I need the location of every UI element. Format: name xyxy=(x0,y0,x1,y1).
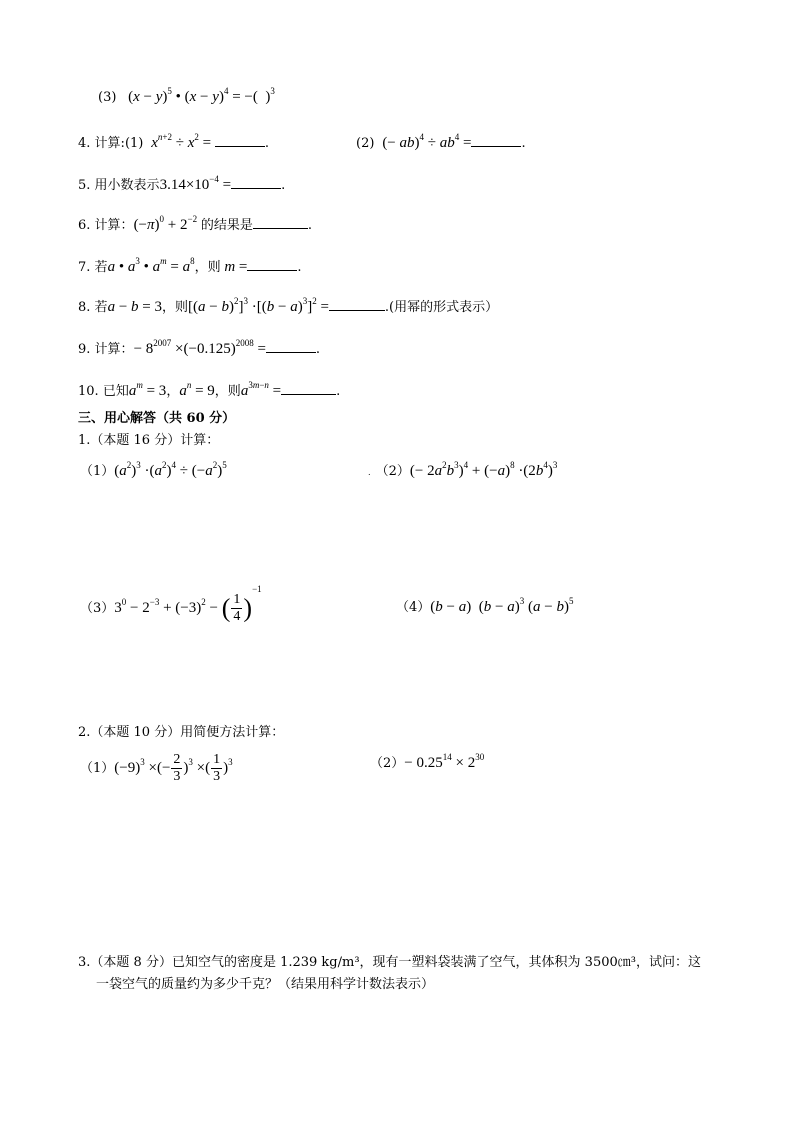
math-expression: $x^{n+2} \div x^2$ = xyxy=(151,132,215,151)
question-text: 计算: xyxy=(94,136,125,151)
subquestion-label: （4） xyxy=(396,600,431,615)
question-number: 7. xyxy=(78,260,91,275)
question-6: 6. 计算：$(-\pi)^0 + 2^{-2}$ 的结果是 . xyxy=(78,214,312,233)
answer-blank[interactable] xyxy=(329,296,385,311)
question-text-tail: .(用幂的形式表示） xyxy=(384,300,499,315)
question-text: ，则 xyxy=(214,384,241,399)
subquestion-label: (1) xyxy=(124,136,144,151)
problem-1-title: 1.（本题 16 分）计算： xyxy=(78,433,220,448)
math-expression: $3^0 - 2^{-3} + (-3)^2$ − ( $\frac{1}{4}$ )$^{-1}$ xyxy=(114,583,262,624)
subquestion-label: （3） xyxy=(80,600,115,616)
fraction: $\frac{2}{3}$ xyxy=(173,752,181,784)
question-text: 已知 xyxy=(102,384,129,399)
math-expression: $3.14\times 10^{-4}$ = xyxy=(159,174,232,193)
question-number: 9. xyxy=(78,342,91,357)
subquestion-label: （2） xyxy=(370,756,405,771)
math-expression: $a^m = 3$ xyxy=(128,380,167,399)
math-expression: $[(a - b)^2]^3 \cdot[(b - a)^3]^2$ = xyxy=(188,296,329,315)
answer-blank[interactable] xyxy=(231,174,281,189)
fraction: $\frac{1}{3}$ xyxy=(213,752,221,784)
question-text: 若 xyxy=(94,300,108,315)
question-text-tail: 的结果是 xyxy=(200,218,253,233)
subquestion-label: （1） xyxy=(80,760,115,776)
problem-1-3 xyxy=(80,583,262,625)
question-text: 计算： xyxy=(94,342,134,357)
question-number: 5. xyxy=(78,178,91,193)
question-5: 5. 用小数表示$3.14\times 10^{-4}$ = . xyxy=(78,174,286,193)
problem-2-2 xyxy=(370,754,484,773)
question-text: ，则 xyxy=(162,300,189,315)
section-heading: 三、用心解答（共 60 分） xyxy=(78,411,236,426)
question-text: 若 xyxy=(94,260,108,275)
subquestion-label: （1） xyxy=(80,464,115,479)
answer-blank[interactable] xyxy=(471,132,521,147)
question-4: 4. 计算:(1) $x^{n+2} \div x^2$ = . xyxy=(78,132,270,151)
math-expression: $(a^2)^3 \cdot(a^2)^4 \div (-a^2)^5$ xyxy=(114,460,227,479)
question-text: ，则 xyxy=(194,260,221,275)
question-text: ， xyxy=(166,384,180,399)
answer-blank[interactable] xyxy=(215,132,265,147)
question-number: 4. xyxy=(78,136,91,151)
math-expression: $(-\pi)^0 + 2^{-2}$ xyxy=(133,214,198,233)
problem-3-line-2: 一袋空气的质量约为多少千克？（结果用科学计数法表示） xyxy=(96,977,435,992)
question-7: 7. 若a • $a^3$ • $a^m = a^8$，则 m = . xyxy=(78,256,302,275)
question-8 xyxy=(78,296,498,317)
question-number: 10. xyxy=(78,384,99,399)
subquestion-label: (2) xyxy=(356,136,375,151)
problem-1-2 xyxy=(368,462,557,482)
problem-2-title: 2.（本题 10 分）用简便方法计算： xyxy=(78,725,285,740)
problem-1-1 xyxy=(80,462,227,481)
question-number: 6. xyxy=(78,218,91,233)
math-variable: m xyxy=(220,259,239,275)
problem-2-1 xyxy=(80,752,233,785)
math-expression: a − b = 3 xyxy=(107,299,162,315)
math-expression: $(-9)^3$ ×(− $\frac{2}{3}$ )$^3$ ×( $\frac{1}{3}$ )$^3$ xyxy=(114,752,233,784)
problem-1-4 xyxy=(396,598,573,617)
question-4-2: (2) (− $ab)^4 \div ab^4$ = . xyxy=(356,132,526,151)
question-3-3 xyxy=(98,88,275,107)
math-expression: − $8^{2007} \times(-0.125)^{2008}$ = xyxy=(133,338,266,357)
question-text: 用小数表示 xyxy=(94,178,160,193)
math-expression: (− $ab)^4 \div ab^4$ = xyxy=(378,132,472,151)
math-expression: a • $a^3$ • $a^m = a^8$ xyxy=(107,256,195,275)
math-expression: $a^{3m-n}$ = xyxy=(240,380,282,399)
stray-dot: . xyxy=(368,468,376,477)
problem-3-line-1: 3.（本题 8 分）已知空气的密度是 1.239 kg/m³，现有一塑料袋装满了空气，其体积为 3500㎝³，试问：这 xyxy=(78,955,701,970)
question-9: 9. 计算：− $8^{2007} \times(-0.125)^{2008}$ = . xyxy=(78,338,321,357)
math-expression: (− $2a^2b^3)^4 + (-a)^8 \cdot(2b^4)^3$ xyxy=(409,460,558,479)
math-expression: $a^n = 9$ xyxy=(179,380,215,399)
math-expression: (b − a) $(b - a)^3$ $(a - b)^5$ xyxy=(430,596,574,615)
math-expression: − $0.25^{14} \times 2^{30}$ xyxy=(404,752,485,771)
answer-blank[interactable] xyxy=(266,338,316,353)
answer-blank[interactable] xyxy=(281,380,336,395)
subquestion-label: (3) xyxy=(98,90,117,105)
question-number: 8. xyxy=(78,300,91,315)
math-expression: $(x - y)^5$ • $(x - y)^4$ = −( )$^3$ xyxy=(120,86,275,105)
subquestion-label: （2） xyxy=(375,464,410,479)
answer-blank[interactable] xyxy=(253,214,308,229)
question-text: 计算： xyxy=(94,218,134,233)
fraction: $\frac{1}{4}$ xyxy=(233,592,241,624)
answer-blank[interactable] xyxy=(247,256,297,271)
question-10: 10. 已知$a^m = 3$，$a^n = 9$，则$a^{3m-n}$ = . xyxy=(78,380,341,399)
